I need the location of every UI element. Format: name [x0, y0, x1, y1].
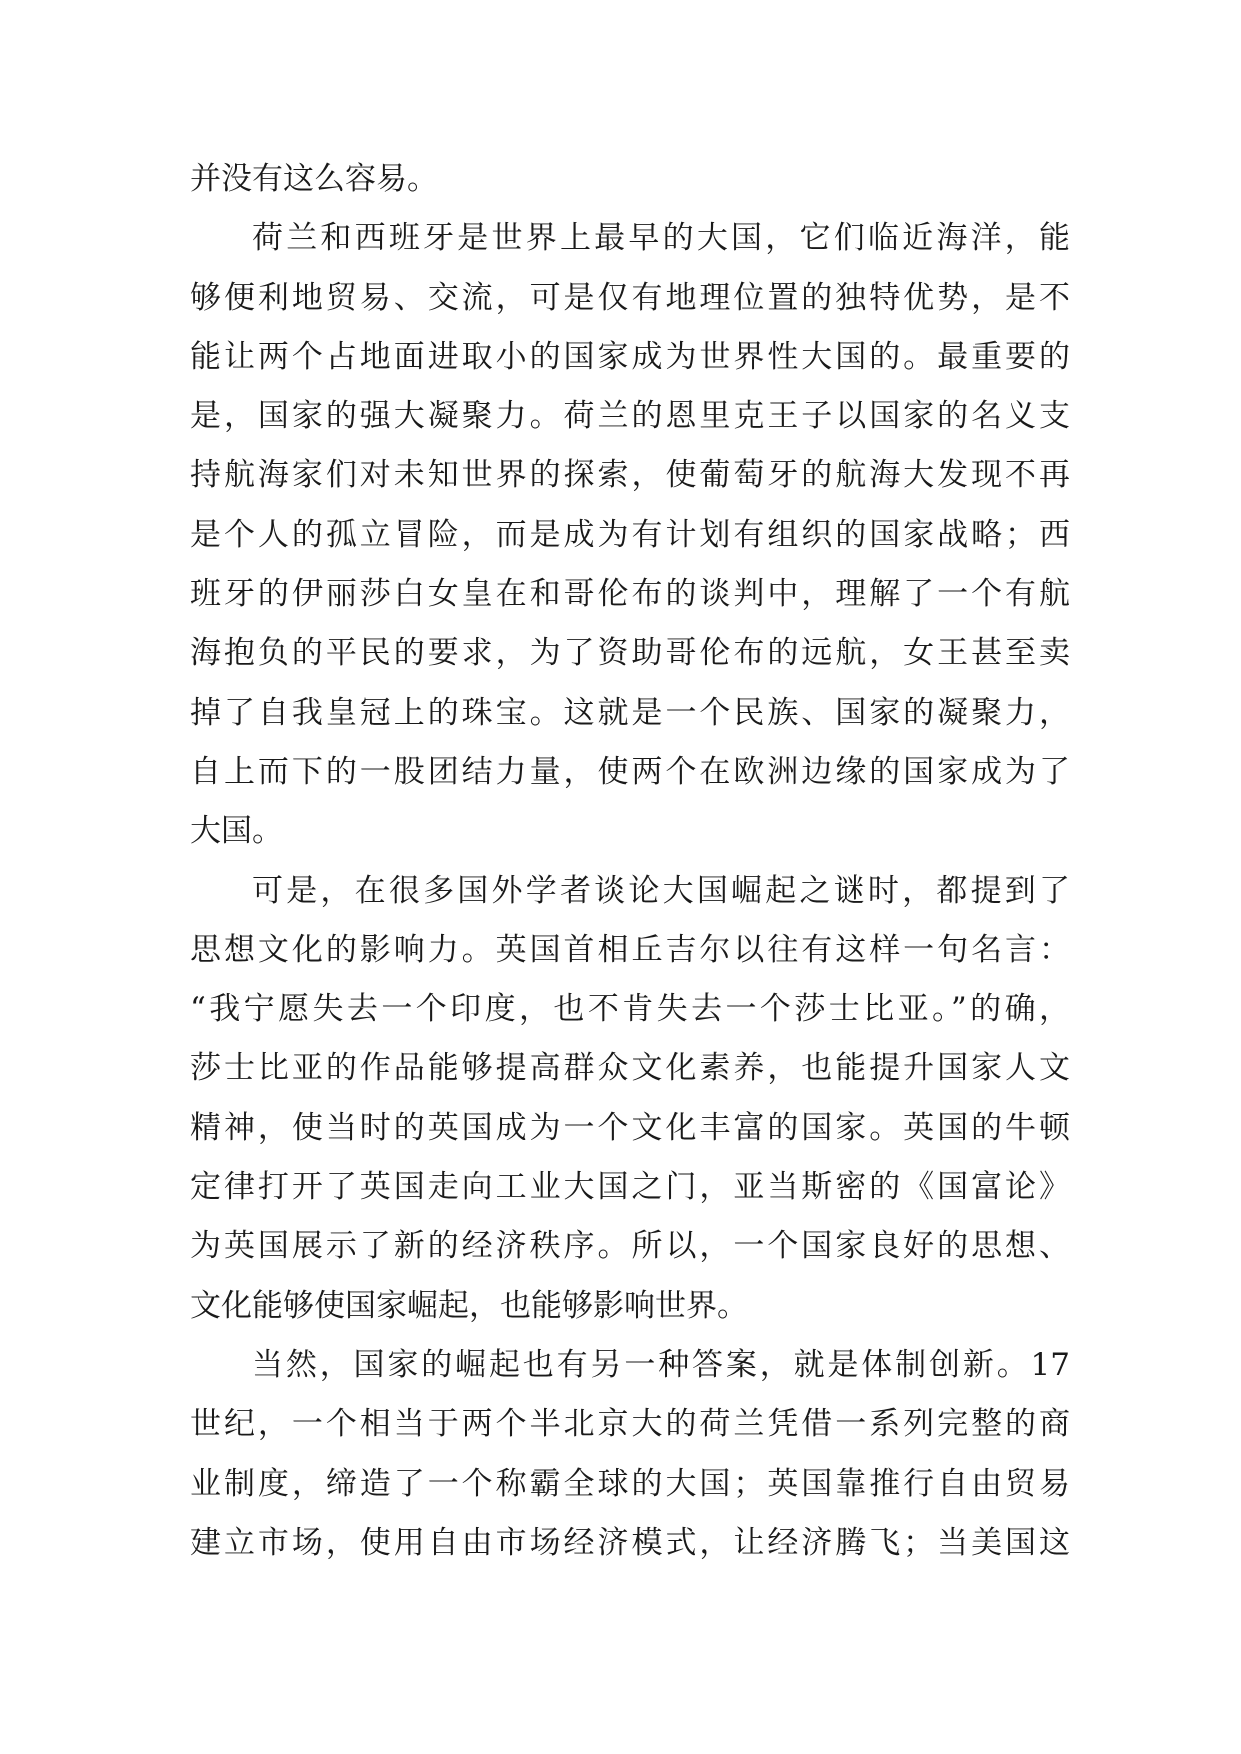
text-line: 持航海家们对未知世界的探索，使葡萄牙的航海大发现不再: [190, 457, 1070, 494]
text-line: “我宁愿失去一个印度，也不肯失去一个莎士比亚。”的确，: [190, 991, 1070, 1028]
text-line: 荷兰和西班牙是世界上最早的大国，它们临近海洋，能: [252, 220, 1070, 257]
text-line: 定律打开了英国走向工业大国之门，亚当斯密的《国富论》: [190, 1169, 1070, 1206]
text-line: 为英国展示了新的经济秩序。所以，一个国家良好的思想、: [190, 1228, 1070, 1265]
text-line: 并没有这么容易。: [190, 161, 438, 197]
text-line: 当然，国家的崛起也有另一种答案，就是体制创新。17: [252, 1346, 1070, 1383]
text-line: 是个人的孤立冒险，而是成为有计划有组织的国家战略；西: [190, 516, 1070, 553]
text-line: 是，国家的强大凝聚力。荷兰的恩里克王子以国家的名义支: [190, 398, 1070, 435]
text-line: 能让两个占地面进取小的国家成为世界性大国的。最重要的: [190, 338, 1070, 375]
body-text: [190, 150, 1070, 1573]
text-line: 可是，在很多国外学者谈论大国崛起之谜时，都提到了: [252, 872, 1070, 909]
text-line: 掉了自我皇冠上的珠宝。这就是一个民族、国家的凝聚力，: [190, 694, 1070, 731]
text-line: 建立市场，使用自由市场经济模式，让经济腾飞；当美国这: [190, 1524, 1070, 1561]
text-line: 精神，使当时的英国成为一个文化丰富的国家。英国的牛顿: [190, 1109, 1070, 1146]
text-line: 世纪，一个相当于两个半北京大的荷兰凭借一系列完整的商: [190, 1406, 1070, 1443]
text-line: 自上而下的一股团结力量，使两个在欧洲边缘的国家成为了: [190, 753, 1070, 790]
text-line: 文化能够使国家崛起，也能够影响世界。: [190, 1287, 748, 1324]
text-line: 业制度，缔造了一个称霸全球的大国；英国靠推行自由贸易: [190, 1465, 1070, 1502]
text-line: 班牙的伊丽莎白女皇在和哥伦布的谈判中，理解了一个有航: [190, 576, 1070, 613]
text-line: 莎士比亚的作品能够提高群众文化素养，也能提升国家人文: [190, 1050, 1070, 1087]
text-line: 大国。: [190, 813, 283, 850]
text-line: 海抱负的平民的要求，为了资助哥伦布的远航，女王甚至卖: [190, 635, 1070, 672]
text-line: 够便利地贸易、交流，可是仅有地理位置的独特优势，是不: [190, 279, 1070, 316]
text-line: 思想文化的影响力。英国首相丘吉尔以往有这样一句名言：: [190, 931, 1070, 968]
